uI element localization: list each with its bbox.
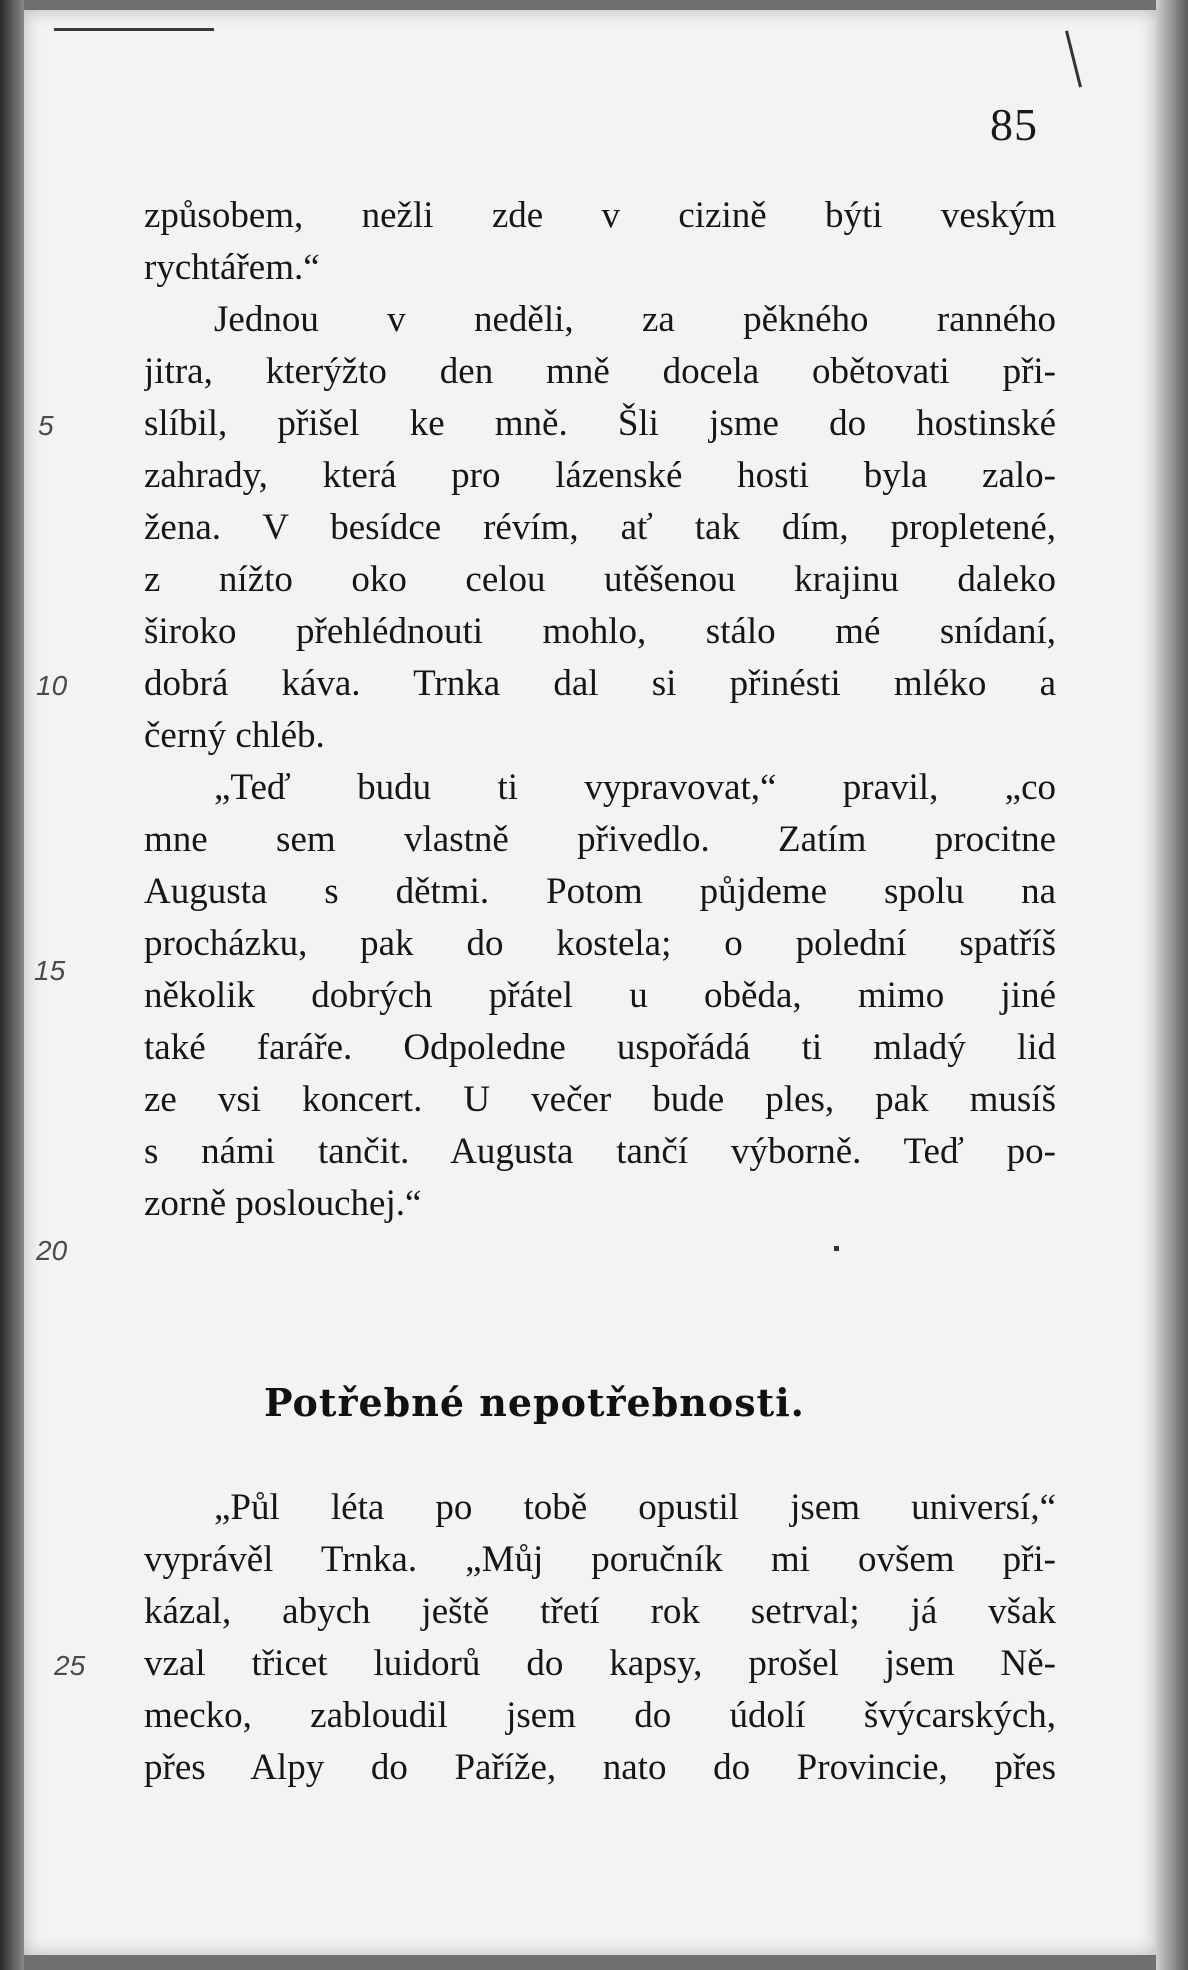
text-line: ze vsi koncert. U večer bude ples, pak musíš: [144, 1079, 1056, 1120]
top-rule: [54, 28, 214, 31]
text-line: rychtářem.“: [144, 247, 320, 288]
text-line: široko přehlédnouti mohlo, stálo mé snídaní,: [144, 611, 1056, 652]
text-line: několik dobrých přátel u oběda, mimo jiné: [144, 975, 1056, 1016]
text-line: „Půl léta po tobě opustil jsem universí,“: [214, 1487, 1056, 1528]
text-line: zahrady, která pro lázenské hosti byla zalo-: [144, 455, 1056, 496]
margin-note-25: 25: [54, 1650, 86, 1681]
margin-note-5: 5: [38, 410, 54, 441]
text-line: jitra, kterýžto den mně docela obětovati při-: [144, 351, 1056, 392]
text-line: s námi tančit. Augusta tančí výborně. Teď po-: [144, 1131, 1056, 1172]
text-line: způsobem, nežli zde v cizině býti veským: [144, 195, 1056, 236]
text-line: dobrá káva. Trnka dal si přinésti mléko a: [144, 663, 1056, 704]
text-line: mne sem vlastně přivedlo. Zatím procitne: [144, 819, 1056, 860]
text-line: také faráře. Odpoledne uspořádá ti mladý lid: [144, 1027, 1056, 1068]
text-line: kázal, abych ještě třetí rok setrval; já však: [144, 1591, 1056, 1632]
text-line: slíbil, přišel ke mně. Šli jsme do hostinské: [144, 403, 1056, 444]
text-line: Augusta s dětmi. Potom půjdeme spolu na: [144, 871, 1056, 912]
text-line: procházku, pak do kostela; o polední spatříš: [144, 923, 1056, 964]
paragraph-block-2: [144, 1482, 1056, 1794]
text-line: „Teď budu ti vypravovat,“ pravil, „co: [214, 767, 1056, 808]
text-line: zorně poslouchej.“: [144, 1183, 422, 1224]
book-page: [24, 10, 1156, 1955]
text-line: Jednou v neděli, za pěkného ranného: [214, 299, 1056, 340]
page-number: 85: [990, 99, 1038, 150]
section-heading: Potřebné nepotřebnosti.: [264, 1380, 805, 1425]
text-line: z nížto oko celou utěšenou krajinu daleko: [144, 559, 1056, 600]
text-line: přes Alpy do Paříže, nato do Provincie, přes: [144, 1747, 1056, 1788]
text-line: vyprávěl Trnka. „Můj poručník mi ovšem při-: [144, 1539, 1056, 1580]
paragraph-block-1: [144, 190, 1056, 1230]
text-line: mecko, zabloudil jsem do údolí švýcarských,: [144, 1695, 1056, 1736]
ink-dot: [834, 1246, 839, 1251]
text-line: vzal třicet luidorů do kapsy, prošel jsem Ně-: [144, 1643, 1056, 1684]
ink-mark-top-right: [1065, 30, 1082, 87]
margin-note-10: 10: [36, 670, 68, 701]
scan-edge-right: [1156, 0, 1188, 1970]
margin-note-20: 20: [36, 1235, 68, 1266]
margin-note-15: 15: [34, 955, 66, 986]
text-line: žena. V besídce révím, ať tak dím, propletené,: [144, 507, 1056, 548]
text-line: černý chléb.: [144, 715, 325, 756]
scan-edge-left: [0, 0, 24, 1970]
